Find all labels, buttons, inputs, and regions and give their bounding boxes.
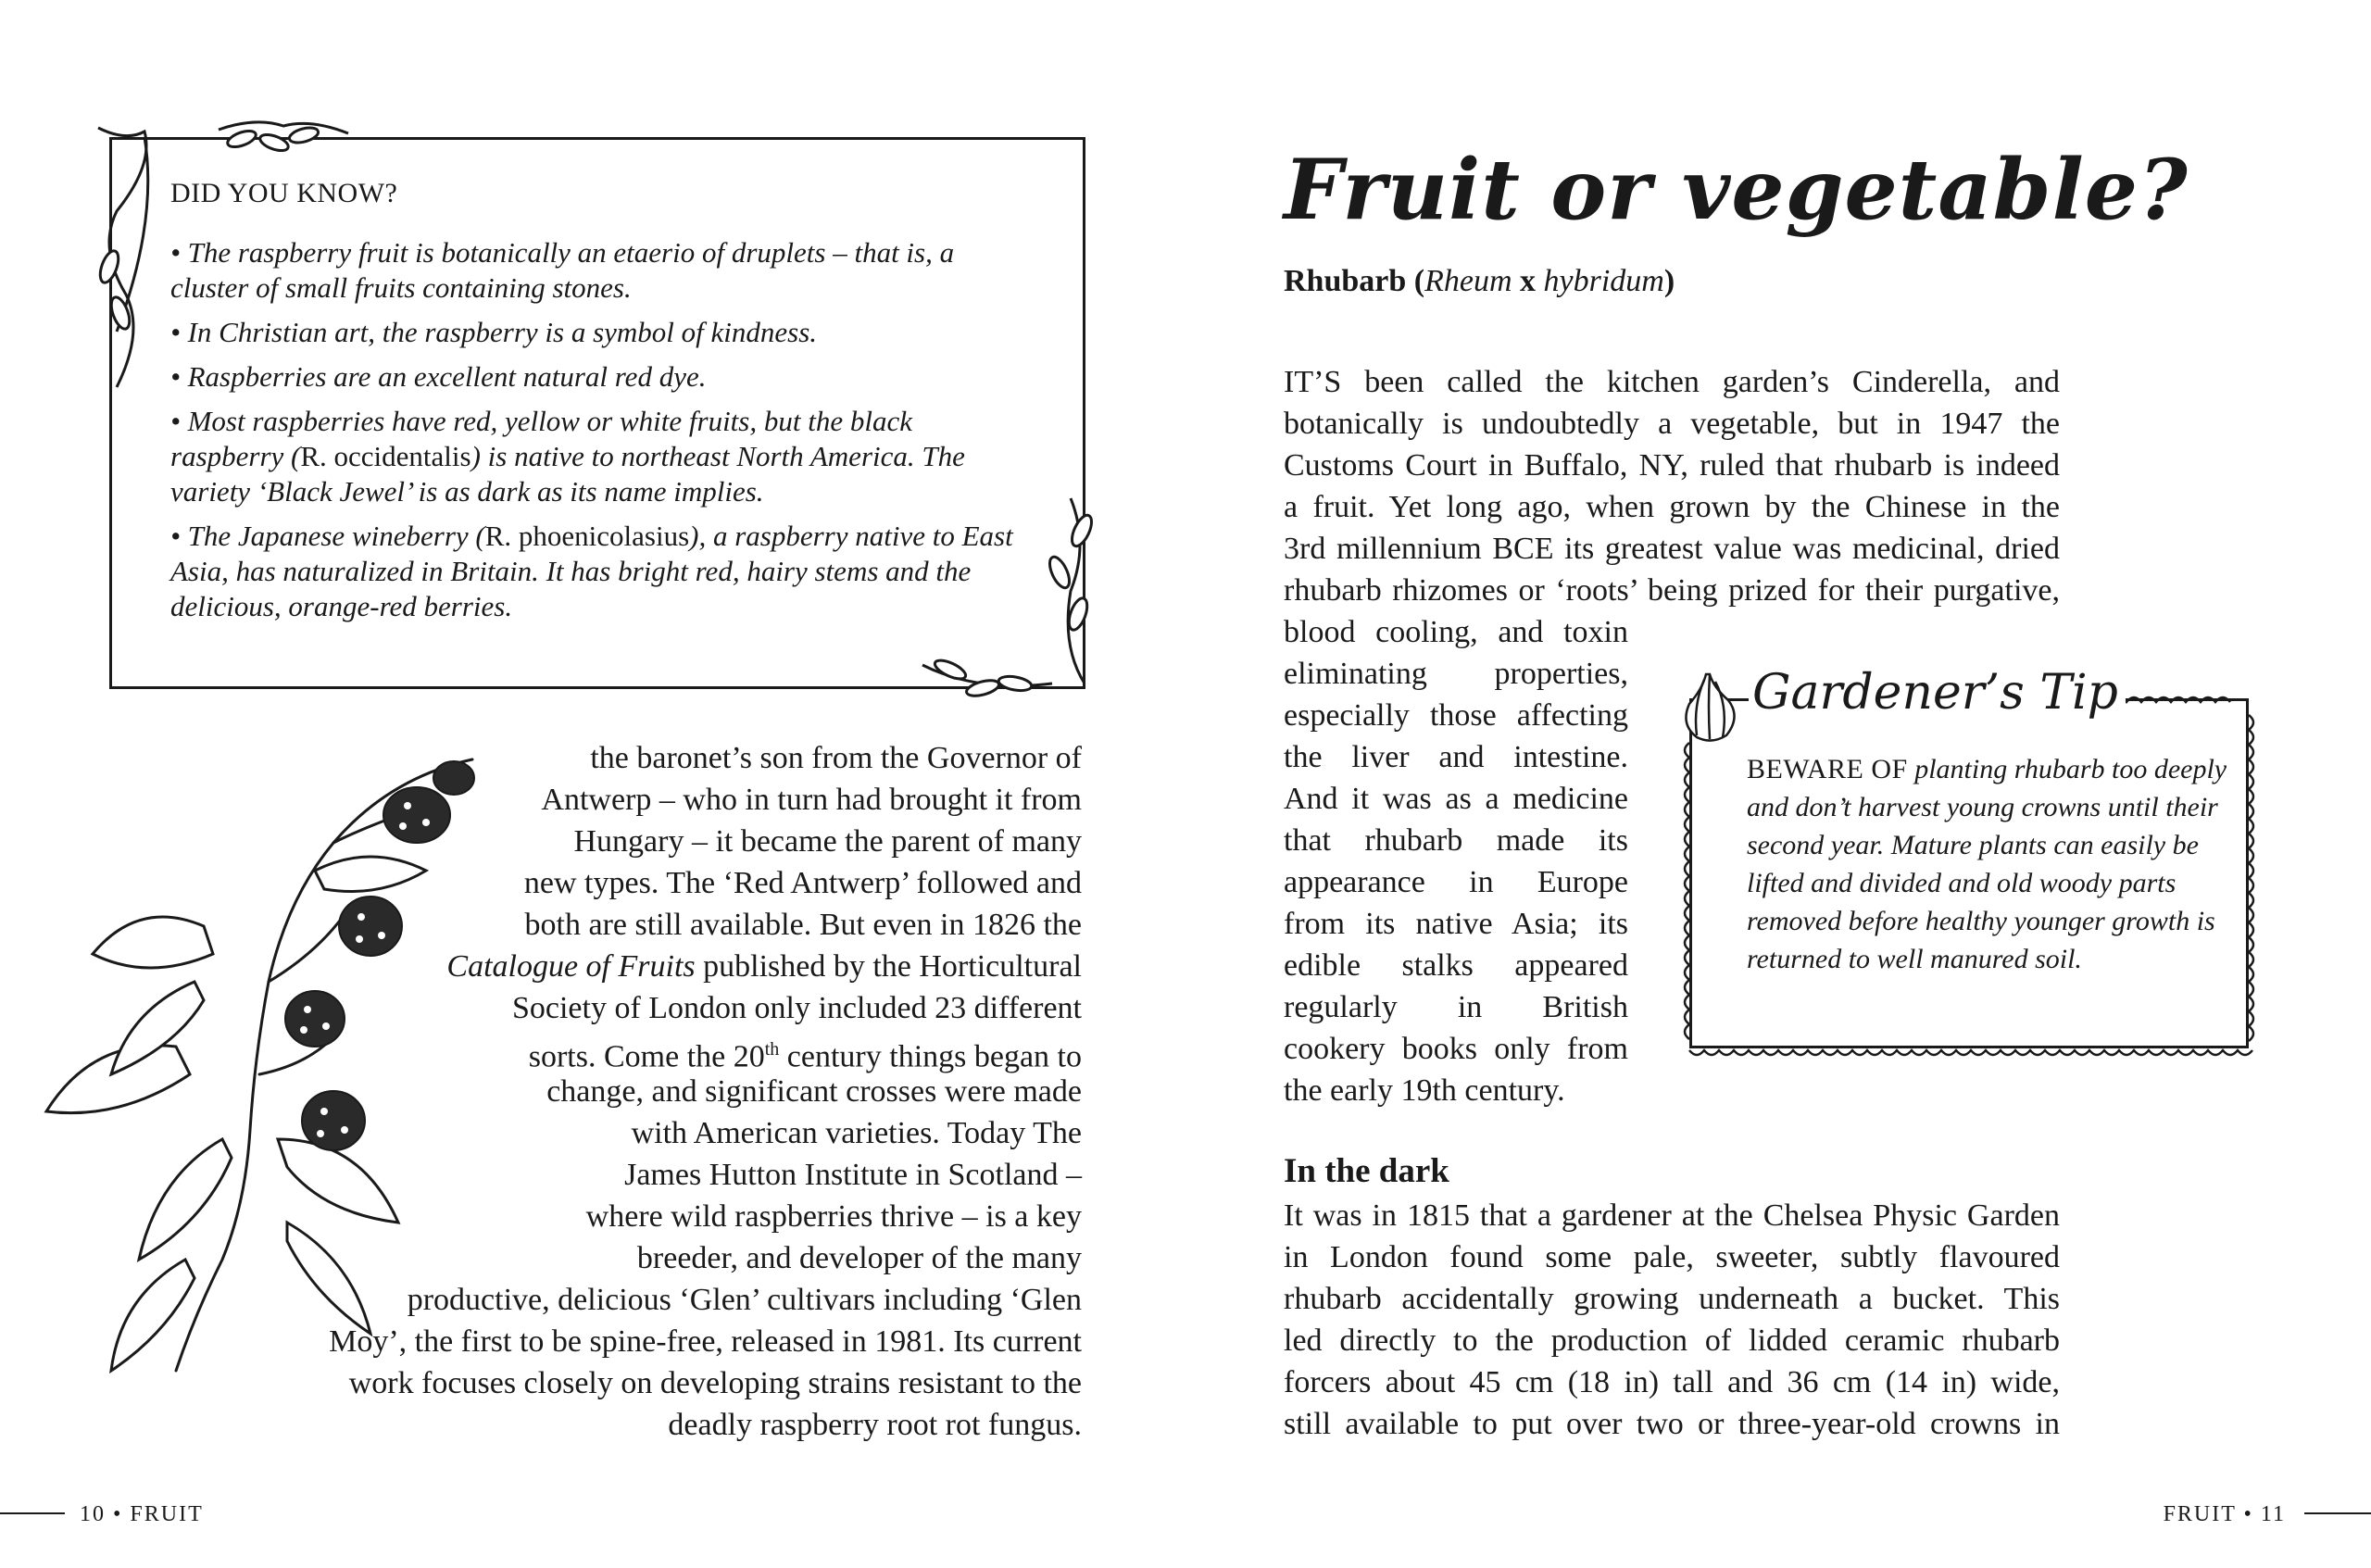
body-text: century things began to — [779, 1039, 1082, 1074]
body-line: Antwerp – who in turn had brought it from — [541, 783, 1082, 817]
body-line: breeder, and developer of the many — [636, 1241, 1082, 1275]
body-line: led directly to the production of lidded ceramic rhubarb — [1284, 1323, 2060, 1358]
did-you-know-item — [170, 315, 1032, 350]
body-line: deadly raspberry root rot fungus. — [668, 1408, 1082, 1442]
body-line: It was in 1815 that a gardener at the Chelsea Physic Garden — [1284, 1198, 2060, 1233]
did-you-know-item — [170, 235, 1032, 306]
ordinal-suffix: th — [764, 1039, 780, 1060]
body-line: regularly in British — [1284, 990, 1628, 1024]
body-line: change, and significant crosses were made — [546, 1074, 1082, 1109]
body-line: work focuses closely on developing strains resistant to the — [348, 1366, 1082, 1400]
book-title: Catalogue of Fruits — [446, 949, 696, 984]
body-line: 3rd millennium BCE its greatest value was medicinal, dried — [1284, 532, 2060, 566]
body-line: James Hutton Institute in Scotland – — [624, 1158, 1082, 1192]
body-line: rhubarb accidentally growing underneath a bucket. This — [1284, 1282, 2060, 1316]
species-name: R. occidentalis — [300, 440, 471, 472]
footer-right: FRUIT • 11 — [2163, 1502, 2286, 1526]
genus: Rheum — [1424, 264, 1512, 298]
onion-illustration — [1676, 669, 1743, 746]
page-title: Fruit or vegetable? — [1284, 141, 2189, 239]
body-line: that rhubarb made its — [1284, 823, 1628, 858]
body-line — [446, 946, 1082, 987]
section-heading: In the dark — [1284, 1152, 1449, 1190]
body-line: cookery books only from — [1284, 1032, 1628, 1066]
body-line: blood cooling, and toxin — [1284, 615, 1628, 649]
body-line: Hungary – it became the parent of many — [573, 824, 1082, 859]
body-line: forcers about 45 cm (18 in) tall and 36 cm (14 in) wide, — [1284, 1365, 2060, 1399]
body-line: botanically is undoubtedly a vegetable, but in 1947 the — [1284, 407, 2060, 441]
item-text: ) is native to northeast North America. The variety ‘Black Jewel’ is as dark as its name implies. — [170, 440, 965, 508]
gardeners-tip-text — [1747, 750, 2228, 978]
did-you-know-item — [170, 404, 1032, 509]
page-subtitle — [1284, 261, 1675, 302]
tip-lead: BEWARE OF — [1747, 754, 1908, 784]
body-line: And it was as a medicine — [1284, 782, 1628, 816]
item-text: • Most raspberries have red, yellow or white fruits, but the black raspberry ( — [170, 405, 912, 472]
item-text: • The Japanese wineberry ( — [170, 520, 485, 552]
bracket: ) — [1663, 264, 1675, 298]
footer-rule-left — [0, 1512, 65, 1514]
hybrid-sign: x — [1512, 264, 1544, 298]
body-line: productive, delicious ‘Glen’ cultivars including ‘Glen — [407, 1283, 1082, 1317]
body-line: rhubarb rhizomes or ‘roots’ being prized for their purgative, — [1284, 573, 2060, 608]
plant-name: Rhubarb ( — [1284, 264, 1425, 298]
body-line: the baronet’s son from the Governor of — [590, 741, 1082, 775]
body-line: Customs Court in Buffalo, NY, ruled that rhubarb is indeed — [1284, 448, 2060, 483]
body-line: the liver and intestine. — [1284, 740, 1628, 774]
body-line: new types. The ‘Red Antwerp’ followed and — [523, 866, 1082, 900]
body-line: especially those affecting — [1284, 698, 1628, 733]
body-line: both are still available. But even in 1826 the — [524, 908, 1082, 942]
body-line: with American varieties. Today The — [631, 1116, 1082, 1150]
did-you-know-item — [170, 519, 1032, 624]
body-line: appearance in Europe — [1284, 865, 1628, 899]
species: hybridum — [1543, 264, 1664, 298]
gardeners-tip-heading: Gardener’s Tip — [1749, 663, 2126, 722]
body-line: Moy’, the first to be spine-free, released in 1981. Its current — [329, 1324, 1082, 1359]
body-line: IT’S been called the kitchen garden’s Cinderella, and — [1284, 365, 2060, 399]
footer-rule-right — [2304, 1512, 2371, 1514]
item-text: • The raspberry fruit is botanically an etaerio of druplets – that is, a cluster of small fruits containing stones. — [170, 236, 955, 304]
species-name: R. phoenicolasius — [484, 520, 690, 552]
body-line: the early 19th century. — [1284, 1073, 1565, 1108]
body-line: eliminating properties, — [1284, 657, 1628, 691]
body-text: sorts. Come the 20 — [528, 1039, 765, 1074]
body-line: a fruit. Yet long ago, when grown by the Chinese in the — [1284, 490, 2060, 524]
body-line: where wild raspberries thrive – is a key — [585, 1199, 1082, 1234]
item-text: • In Christian art, the raspberry is a symbol of kindness. — [170, 316, 818, 348]
body-text: published by the Horticultural — [695, 949, 1082, 984]
body-line: edible stalks appeared — [1284, 948, 1628, 983]
item-text: ), a raspberry native to East Asia, has naturalized in Britain. It has bright red, hairy stems and the delicious, orange-red berries. — [170, 520, 1013, 622]
did-you-know-item — [170, 359, 1032, 395]
item-text: • Raspberries are an excellent natural red dye. — [170, 360, 707, 393]
tip-body: planting rhubarb too deeply and don’t harvest young crowns until their second year. Mature plants can easily be lifted and divided and old woody parts removed before healthy younger growth is returned to well manured soil. — [1747, 754, 2227, 974]
body-line: from its native Asia; its — [1284, 907, 1628, 941]
footer-left: 10 • FRUIT — [80, 1502, 204, 1526]
did-you-know-content — [170, 176, 1032, 633]
body-line: Society of London only included 23 different — [511, 991, 1082, 1025]
did-you-know-heading: DID YOU KNOW? — [170, 178, 398, 208]
body-line: in London found some pale, sweeter, subtly flavoured — [1284, 1240, 2060, 1274]
body-line: still available to put over two or three-year-old crowns in — [1284, 1407, 2060, 1441]
